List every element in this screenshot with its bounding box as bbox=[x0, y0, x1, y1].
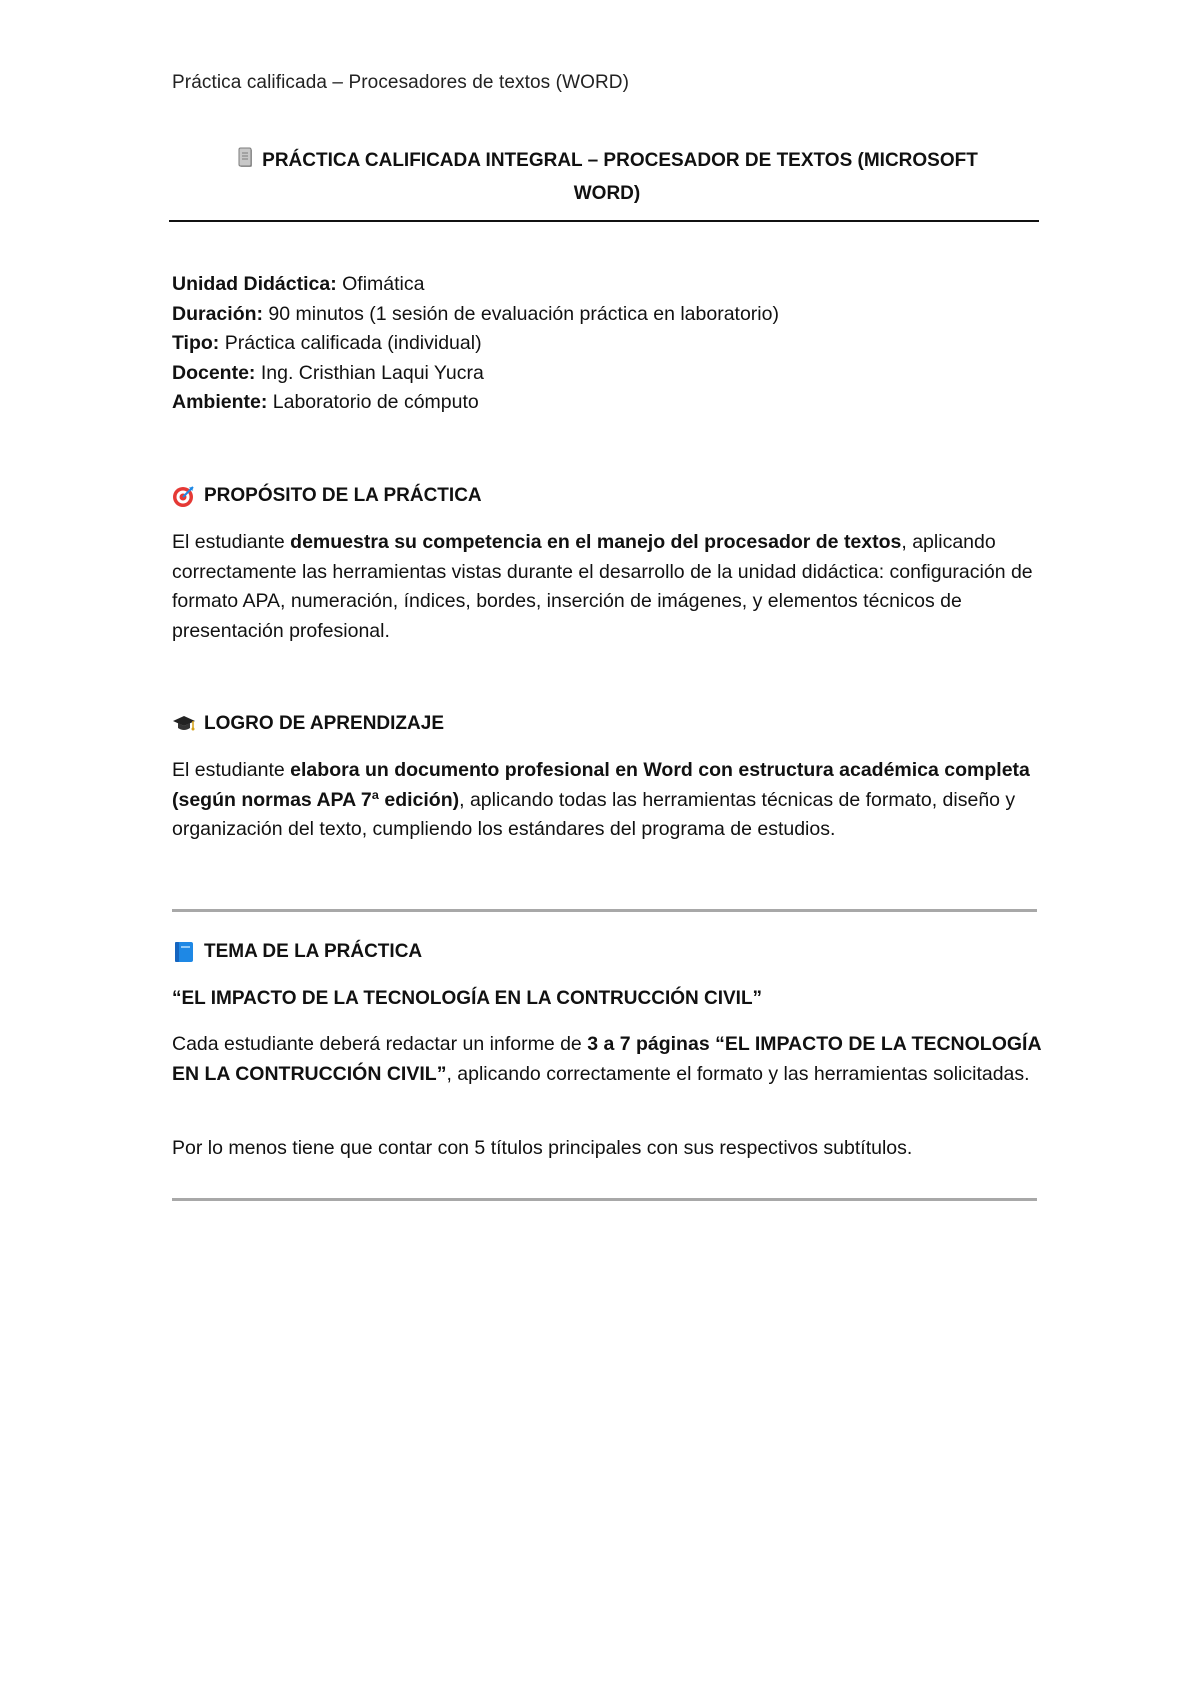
logro-text-b: elabora un documento profesional en Word con estructura académica completa (según normas APA 7ª edición) bbox=[172, 759, 1030, 811]
meta-docente-label: Docente: bbox=[172, 361, 256, 384]
blue-book-icon bbox=[172, 940, 196, 964]
tema-paragraph-2: Por lo menos tiene que contar con 5 títulos principales con sus respectivos subtítulos. bbox=[172, 1137, 913, 1159]
logro-paragraph bbox=[172, 756, 1042, 845]
running-header: Práctica calificada – Procesadores de textos (WORD) bbox=[172, 72, 630, 93]
section-heading-tema bbox=[172, 940, 422, 964]
section-heading-tema-text: TEMA DE LA PRÁCTICA bbox=[204, 941, 423, 962]
meta-unidad-value: Ofimática bbox=[336, 273, 425, 295]
meta-ambiente bbox=[172, 388, 779, 418]
meta-unidad-label: Unidad Didáctica: bbox=[172, 273, 337, 295]
document-icon bbox=[236, 147, 256, 179]
section-divider bbox=[172, 909, 1037, 912]
proposito-paragraph bbox=[172, 528, 1042, 646]
tema-title: “EL IMPACTO DE LA TECNOLOGÍA EN LA CONTRUCCIÓN CIVIL” bbox=[172, 988, 763, 1009]
tema-paragraph-1 bbox=[172, 1030, 1042, 1089]
page-title-line1: PRÁCTICA CALIFICADA INTEGRAL – PROCESADOR DE TEXTOS (MICROSOFT bbox=[262, 150, 978, 171]
meta-duracion bbox=[172, 300, 779, 330]
proposito-text-b: demuestra su competencia en el manejo del procesador de textos bbox=[290, 531, 902, 553]
page-title-line2: WORD) bbox=[573, 183, 641, 204]
meta-ambiente-label: Ambiente: bbox=[172, 391, 268, 413]
page-title bbox=[172, 146, 1042, 209]
graduation-cap-icon bbox=[172, 712, 196, 736]
target-icon bbox=[172, 484, 196, 508]
meta-docente-value: Ing. Cristhian Laqui Yucra bbox=[255, 361, 484, 384]
tema-p1-b: 3 a 7 páginas “EL IMPACTO DE LA TECNOLOGÍA EN LA CONTRUCCIÓN CIVIL” bbox=[172, 1033, 1041, 1085]
meta-unidad bbox=[172, 270, 779, 300]
section-heading-logro-text: LOGRO DE APRENDIZAJE bbox=[204, 713, 444, 734]
meta-tipo-label: Tipo: bbox=[172, 332, 220, 354]
logro-text-a: El estudiante bbox=[172, 759, 291, 781]
section-heading-proposito-text: PROPÓSITO DE LA PRÁCTICA bbox=[204, 485, 482, 506]
proposito-text-c: , aplicando correctamente las herramientas vistas durante el desarrollo de la unidad didáctica: configuración de formato APA, numeración, índices, bordes, inserción de imágenes, y elementos técnicos de presentación profesional. bbox=[172, 531, 1033, 642]
tema-p1-a: Cada estudiante deberá redactar un informe de bbox=[172, 1033, 588, 1055]
meta-tipo-value: Práctica calificada (individual) bbox=[219, 332, 482, 354]
meta-duracion-label: Duración: bbox=[172, 302, 264, 325]
title-divider bbox=[169, 220, 1039, 222]
section-divider bbox=[172, 1198, 1037, 1201]
section-heading-proposito bbox=[172, 484, 482, 508]
meta-duracion-value: 90 minutos (1 sesión de evaluación práctica en laboratorio) bbox=[263, 302, 779, 325]
proposito-text-a: El estudiante bbox=[172, 531, 291, 553]
meta-docente bbox=[172, 359, 779, 389]
meta-block bbox=[172, 270, 779, 418]
meta-ambiente-value: Laboratorio de cómputo bbox=[267, 391, 479, 413]
meta-tipo bbox=[172, 329, 779, 359]
section-heading-logro bbox=[172, 712, 444, 736]
tema-p1-c: , aplicando correctamente el formato y las herramientas solicitadas. bbox=[446, 1062, 1030, 1085]
logro-text-c: , aplicando todas las herramientas técnicas de formato, diseño y organización del texto, cumpliendo los estándares del programa de estudios. bbox=[172, 788, 1016, 840]
